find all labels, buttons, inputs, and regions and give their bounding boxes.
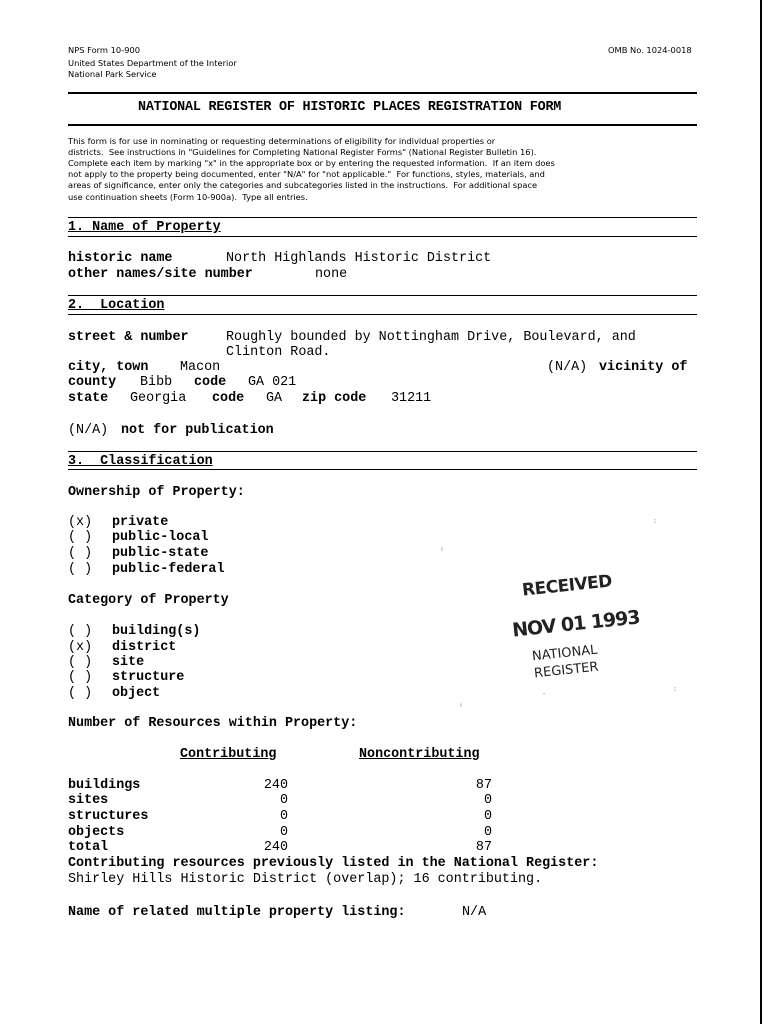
- department: United States Department of the Interior: [68, 58, 237, 68]
- category-option: structure: [112, 670, 185, 685]
- ownership-option: public-local: [112, 530, 209, 545]
- ownership-checkbox: ( ): [68, 530, 93, 545]
- section-rule: [68, 295, 697, 296]
- zip-value: 31211: [391, 391, 432, 406]
- resource-label: buildings: [68, 778, 141, 793]
- scan-speck: ⁝: [654, 518, 656, 525]
- section-rule: [68, 217, 697, 218]
- county-value: Bibb: [140, 375, 173, 390]
- resource-contributing: 0: [279, 793, 288, 808]
- street-label: street & number: [68, 330, 189, 345]
- related-listing-value: N/A: [462, 905, 487, 920]
- zip-label: zip code: [302, 391, 367, 406]
- form-number: NPS Form 10-900: [68, 45, 141, 55]
- county-code-label: code: [194, 375, 227, 390]
- category-checkbox: ( ): [68, 655, 93, 670]
- category-option: building(s): [112, 624, 201, 639]
- resource-label: sites: [68, 793, 109, 808]
- city-value: Macon: [180, 360, 221, 375]
- resource-noncontributing: 87: [475, 778, 492, 793]
- resource-noncontributing: 0: [483, 793, 492, 808]
- category-checkbox: ( ): [68, 670, 93, 685]
- other-names-label: other names/site number: [68, 267, 253, 282]
- resource-noncontributing: 87: [475, 840, 492, 855]
- section-rule: [68, 451, 697, 452]
- vicinity-mark: (N/A): [547, 360, 588, 375]
- resource-label: objects: [68, 825, 125, 840]
- historic-name-label: historic name: [68, 251, 173, 266]
- section-rule: [68, 314, 697, 315]
- category-option: object: [112, 686, 161, 701]
- section-3-heading: 3. Classification: [68, 454, 213, 469]
- resources-heading: Number of Resources within Property:: [68, 716, 358, 731]
- not-for-publication-label: not for publication: [121, 423, 274, 438]
- other-names-value: none: [315, 267, 348, 282]
- resource-contributing: 240: [263, 840, 288, 855]
- col-noncontributing: Noncontributing: [359, 747, 480, 762]
- state-label: state: [68, 391, 109, 406]
- stamp-national: NATIONAL: [531, 642, 599, 665]
- section-rule: [68, 236, 697, 237]
- title-rule-top: [68, 92, 697, 94]
- resource-label: total: [68, 840, 109, 855]
- county-label: county: [68, 375, 117, 390]
- scan-speck: ⁝: [674, 686, 676, 693]
- resource-contributing: 240: [263, 778, 288, 793]
- resource-contributing: 0: [279, 809, 288, 824]
- instruction-line: not apply to the property being documented, enter "N/A" for "not applicable." For functions, styles, materials, and: [68, 169, 545, 179]
- category-option: site: [112, 655, 145, 670]
- related-listing-label: Name of related multiple property listing:: [68, 905, 406, 920]
- ownership-option: public-state: [112, 546, 209, 561]
- scan-edge-line: [760, 0, 762, 1024]
- ownership-checkbox: ( ): [68, 562, 93, 577]
- scan-speck: -: [543, 690, 546, 697]
- city-label: city, town: [68, 360, 149, 375]
- page-title: NATIONAL REGISTER OF HISTORIC PLACES REGISTRATION FORM: [138, 100, 562, 115]
- not-for-publication-mark: (N/A): [68, 423, 109, 438]
- stamp-register: REGISTER: [533, 659, 600, 682]
- ownership-heading: Ownership of Property:: [68, 485, 245, 500]
- omb-number: OMB No. 1024-0018: [608, 45, 692, 55]
- state-value: Georgia: [130, 391, 187, 406]
- ownership-checkbox: (x): [68, 515, 93, 530]
- category-checkbox: ( ): [68, 624, 93, 639]
- stamp-date: NOV 01 1993: [511, 606, 641, 642]
- resource-contributing: 0: [279, 825, 288, 840]
- ownership-option: public-federal: [112, 562, 225, 577]
- previously-listed-label: Contributing resources previously listed in the National Register:: [68, 856, 599, 871]
- section-2-heading: 2. Location: [68, 298, 165, 313]
- title-rule-bottom: [68, 124, 697, 126]
- instruction-line: This form is for use in nominating or requesting determinations of eligibility for individual properties or: [68, 136, 496, 146]
- ownership-checkbox: ( ): [68, 546, 93, 561]
- col-contributing: Contributing: [180, 747, 277, 762]
- section-rule: [68, 469, 697, 470]
- scan-speck: ⁞: [460, 702, 462, 709]
- previously-listed-value: Shirley Hills Historic District (overlap); 16 contributing.: [68, 872, 543, 887]
- county-code-value: GA 021: [248, 375, 297, 390]
- instruction-line: use continuation sheets (Form 10-900a). Type all entries.: [68, 192, 308, 202]
- category-checkbox: (x): [68, 640, 93, 655]
- section-1-heading: 1. Name of Property: [68, 220, 221, 235]
- resource-noncontributing: 0: [483, 809, 492, 824]
- historic-name-value: North Highlands Historic District: [226, 251, 492, 266]
- category-heading: Category of Property: [68, 593, 229, 608]
- instruction-line: districts. See instructions in "Guidelines for Completing National Register Forms" (National Register Bulletin 16).: [68, 147, 537, 157]
- service: National Park Service: [68, 69, 157, 79]
- street-value-line2: Clinton Road.: [226, 345, 331, 360]
- instruction-line: areas of significance, enter only the categories and subcategories listed in the instructions. For additional space: [68, 180, 538, 190]
- resource-label: structures: [68, 809, 149, 824]
- vicinity-label: vicinity of: [599, 360, 688, 375]
- street-value-line1: Roughly bounded by Nottingham Drive, Boulevard, and: [226, 330, 636, 345]
- ownership-option: private: [112, 515, 169, 530]
- state-code-value: GA: [266, 391, 283, 406]
- stamp-received: RECEIVED: [521, 571, 613, 601]
- category-option: district: [112, 640, 177, 655]
- state-code-label: code: [212, 391, 245, 406]
- category-checkbox: ( ): [68, 686, 93, 701]
- resource-noncontributing: 0: [483, 825, 492, 840]
- scan-speck: ⁞: [441, 546, 443, 553]
- instruction-line: Complete each item by marking "x" in the appropriate box or by entering the requested information. If an item does: [68, 158, 555, 168]
